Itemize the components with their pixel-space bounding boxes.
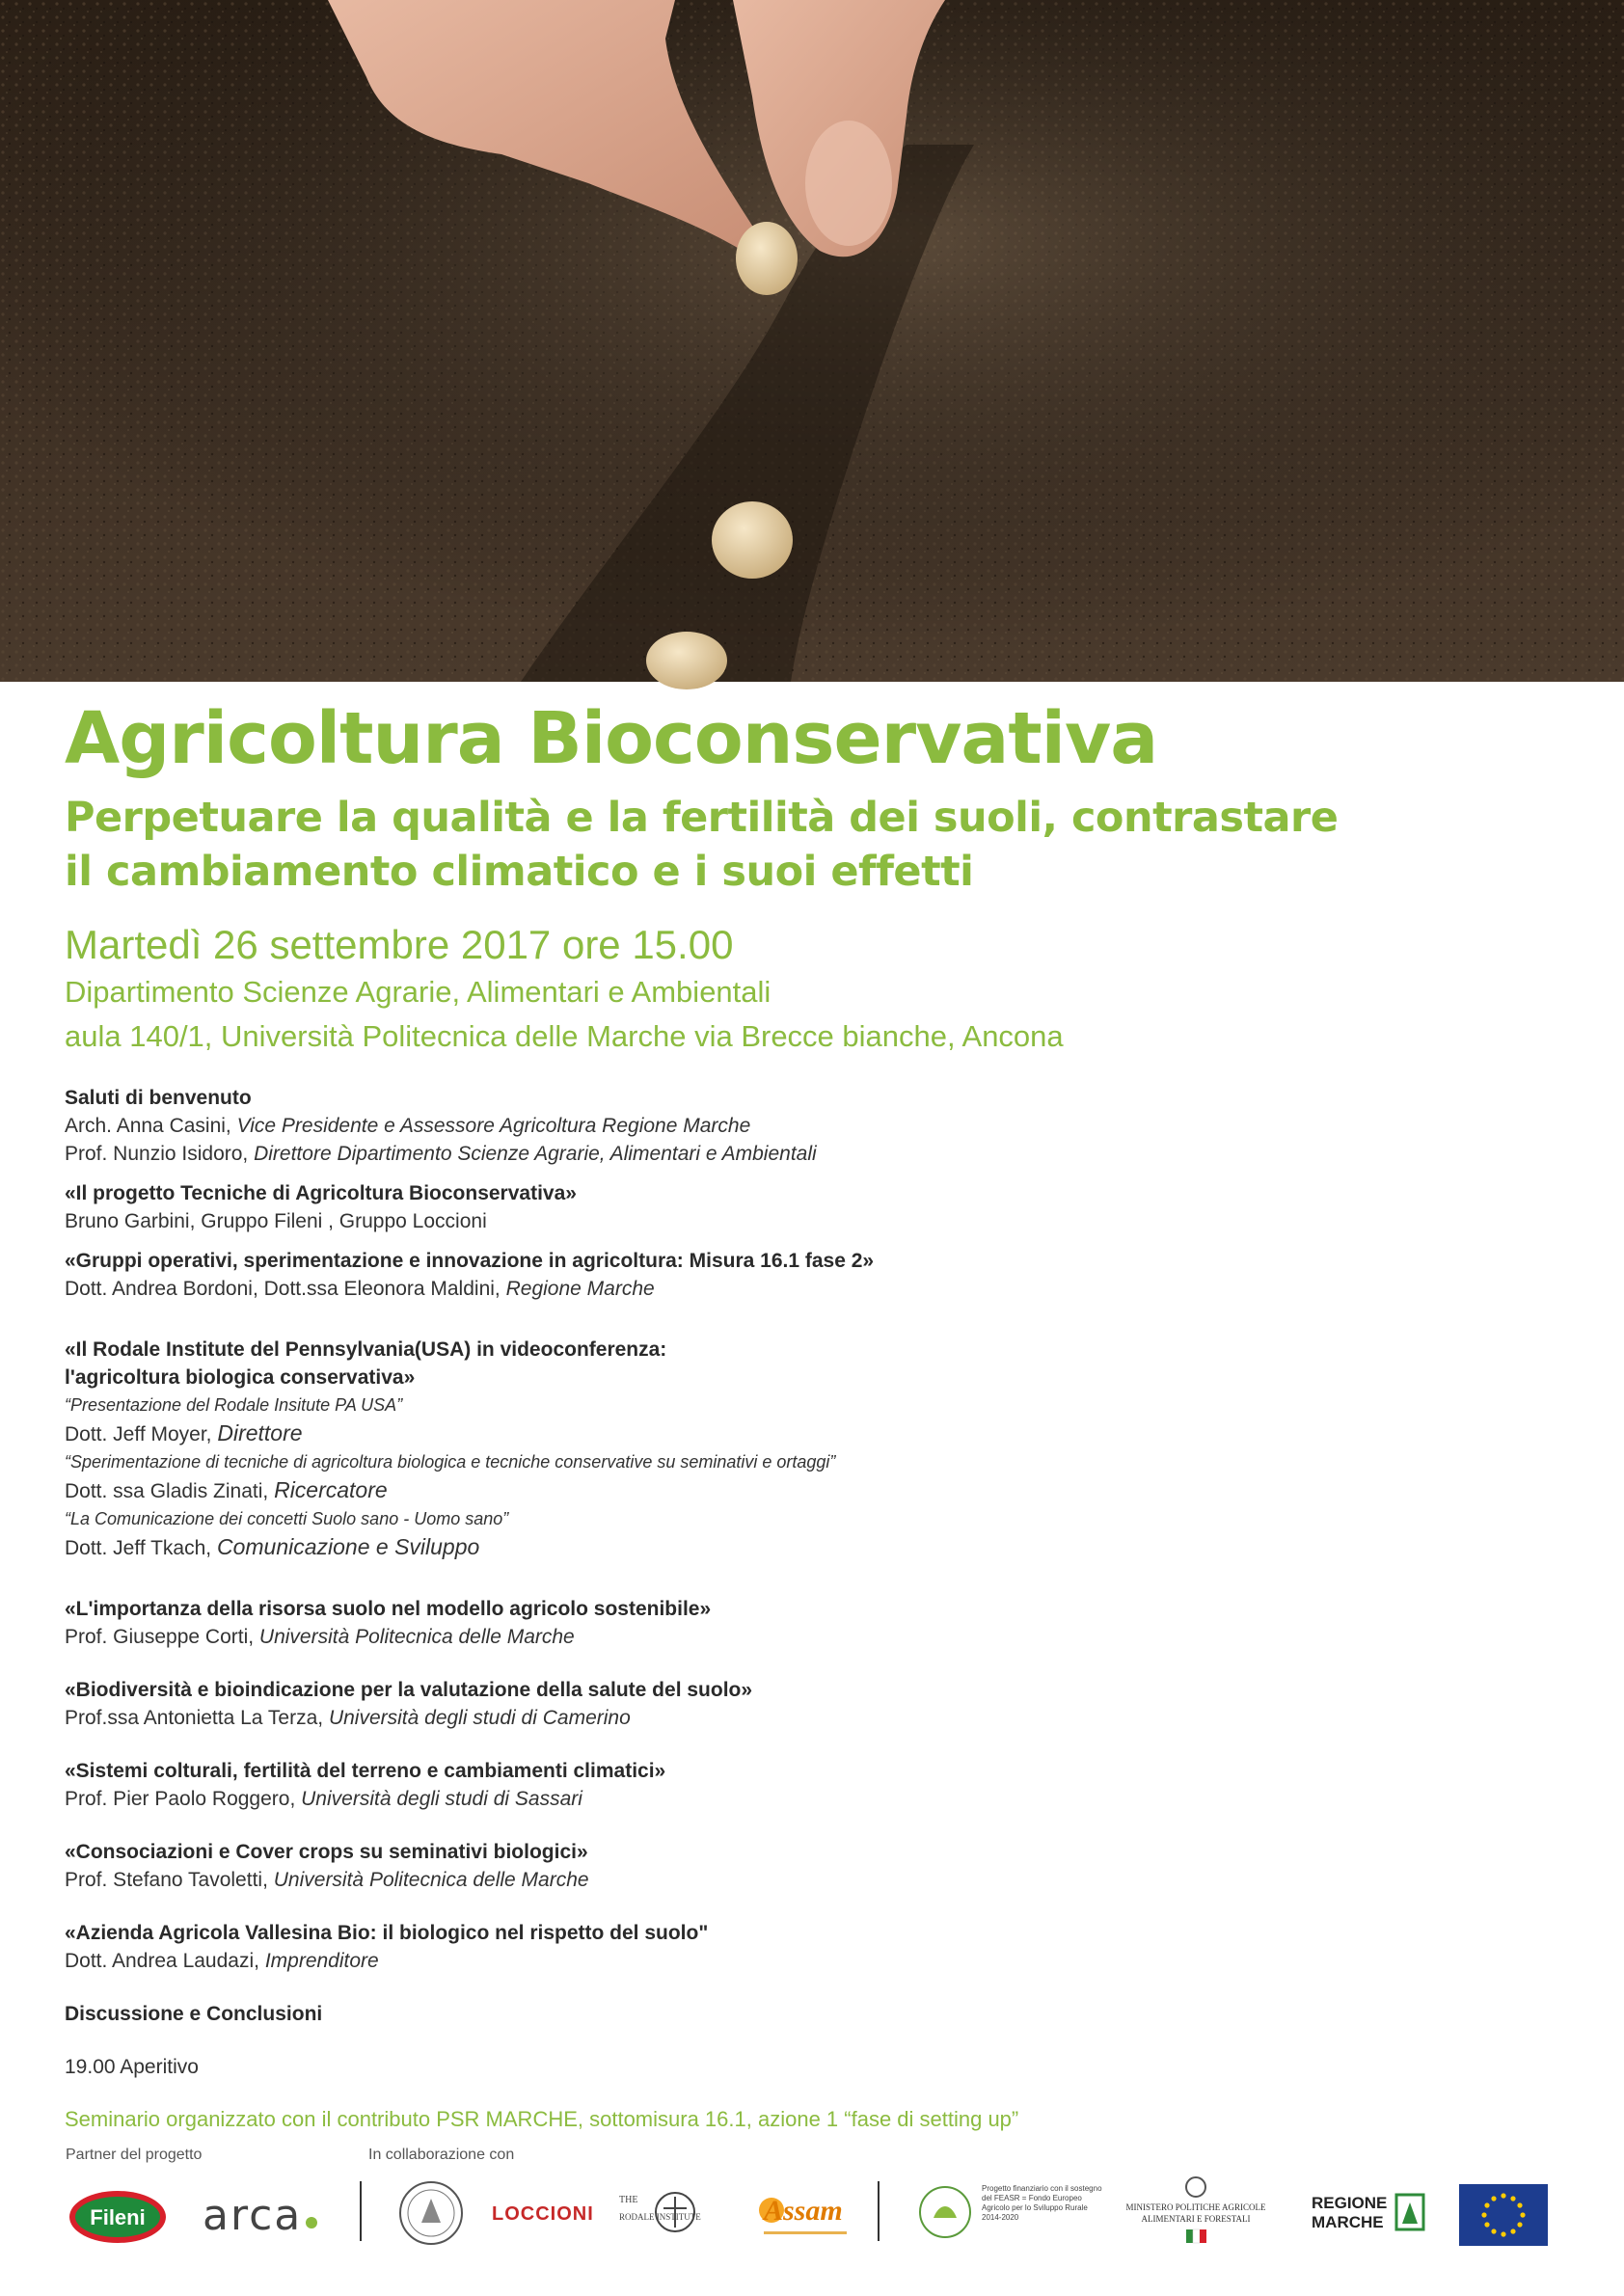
rodale-logo: [617, 2183, 733, 2246]
speaker-name: Arch. Anna Casini,: [65, 1115, 237, 1137]
feasr-line-2: del FEASR = Fondo Europeo: [982, 2194, 1082, 2202]
event-datetime: Martedì 26 settembre 2017 ore 15.00: [65, 922, 734, 967]
rodale-wordmark: RODALE INSTITUTE: [619, 2212, 701, 2222]
speaker-name: Dott. Andrea Bordoni, Dott.ssa Eleonora Maldini,: [65, 1278, 506, 1300]
speaker-line: [65, 1112, 1569, 1140]
speaker-role: Università degli studi di Camerino: [328, 1707, 631, 1729]
collaboration-label: In collaborazione con: [368, 2147, 515, 2163]
speaker-name: Dott. Jeff Tkach,: [65, 1537, 217, 1559]
regione-marche-logo: [1312, 2189, 1427, 2242]
program-item-risorsa: [65, 1595, 1569, 1651]
speaker-line: [65, 1866, 1569, 1894]
program-item-gruppi: [65, 1247, 1569, 1303]
item-heading: «Azienda Agricola Vallesina Bio: il biologico nel rispetto del suolo": [65, 1922, 709, 1944]
program-item-aperitivo: [65, 2053, 1569, 2081]
speaker-line: [65, 1140, 1569, 1168]
speaker-line: [65, 1704, 1569, 1732]
ministero-line-1: MINISTERO POLITICHE AGRICOLE: [1125, 2202, 1266, 2212]
venue-line-1: Dipartimento Scienze Agrarie, Alimentari e Ambientali: [65, 975, 771, 1009]
speaker-role: Ricercatore: [274, 1477, 388, 1502]
talk-title: “Presentazione del Rodale Insitute PA USA”: [65, 1395, 403, 1415]
program: [65, 1084, 1569, 2081]
program-item-consociazioni: [65, 1838, 1569, 1894]
item-heading: «Consociazioni e Cover crops su seminativi biologici»: [65, 1841, 588, 1863]
speaker-name: Dott. Jeff Moyer,: [65, 1423, 218, 1445]
program-item-welcome: [65, 1084, 1569, 1168]
speaker-name: Prof. Stefano Tavoletti,: [65, 1869, 274, 1891]
item-heading: «L'importanza della risorsa suolo nel modello agricolo sostenibile»: [65, 1598, 712, 1620]
program-item-discussione: [65, 2000, 1569, 2028]
page-title: Agricoltura Bioconservativa: [65, 697, 1158, 780]
item-heading: «Biodiversità e bioindicazione per la valutazione della salute del suolo»: [65, 1679, 753, 1701]
speaker-role: Università degli studi di Sassari: [301, 1788, 582, 1810]
loccioni-logo: [492, 2199, 598, 2232]
soil-seed-illustration: [0, 0, 1624, 682]
seminar-funding-note: Seminario organizzato con il contributo PSR MARCHE, sottomisura 16.1, azione 1 “fase di setting up”: [65, 2107, 1019, 2131]
item-heading: «Il Rodale Institute del Pennsylvania(USA) in videoconferenza:: [65, 1338, 667, 1361]
main-content: [65, 694, 1569, 2093]
feasr-line-1: Progetto finanziario con il sostegno: [982, 2184, 1102, 2193]
fileni-logo: [68, 2189, 168, 2250]
speaker-name: Dott. Andrea Laudazi,: [65, 1950, 265, 1972]
regione-line-1: REGIONE: [1312, 2194, 1388, 2212]
rodale-the: THE: [619, 2195, 638, 2205]
speaker-line: [65, 1476, 1569, 1505]
regione-line-2: MARCHE: [1312, 2213, 1384, 2231]
speaker-role: Imprenditore: [264, 1950, 379, 1972]
logo-divider: [878, 2181, 880, 2241]
speaker-line: Bruno Garbini, Gruppo Fileni , Gruppo Loccioni: [65, 1210, 487, 1232]
speaker-role: Direttore Dipartimento Scienze Agrarie, Alimentari e Ambientali: [254, 1143, 817, 1165]
psr-feasr-logo: [916, 2179, 1102, 2252]
university-seal-logo: [397, 2179, 465, 2252]
partner-label: Partner del progetto: [66, 2147, 203, 2163]
speaker-line: [65, 1533, 1569, 1562]
subtitle: [65, 791, 1569, 899]
item-heading: «Gruppi operativi, sperimentazione e innovazione in agricoltura: Misura 16.1 fase 2»: [65, 1250, 875, 1272]
talk-title: “Sperimentazione di tecniche di agricoltura biologica e tecniche conservative su seminativi e ortaggi”: [65, 1452, 836, 1472]
program-item-biodiversita: [65, 1676, 1569, 1732]
fileni-wordmark: Fileni: [90, 2205, 146, 2229]
speaker-role: Direttore: [217, 1420, 303, 1445]
loccioni-wordmark: LOCCIONI: [492, 2203, 594, 2225]
logo-strip: [58, 2170, 1562, 2276]
speaker-role: Università Politecnica delle Marche: [273, 1869, 589, 1891]
speaker-name: Dott. ssa Gladis Zinati,: [65, 1480, 275, 1502]
feasr-line-3: Agricolo per lo Sviluppo Rurale: [982, 2203, 1088, 2212]
program-item-progetto: [65, 1179, 1569, 1235]
logo-divider: [360, 2181, 362, 2241]
speaker-line: [65, 1785, 1569, 1813]
speaker-role: Università Politecnica delle Marche: [258, 1626, 575, 1648]
speaker-line: [65, 1419, 1569, 1448]
arca-logo: [203, 2187, 328, 2250]
speaker-role: Comunicazione e Sviluppo: [216, 1534, 480, 1559]
item-heading: l'agricoltura biologica conservativa»: [65, 1366, 416, 1389]
speaker-line: [65, 1947, 1569, 1975]
ministero-logo: [1119, 2174, 1273, 2255]
program-item-rodale: [65, 1336, 1569, 1562]
assam-logo: [758, 2187, 854, 2246]
talk-title: “La Comunicazione dei concetti Suolo sano - Uomo sano”: [65, 1509, 509, 1528]
item-heading: «Sistemi colturali, fertilità del terreno e cambiamenti climatici»: [65, 1760, 666, 1782]
item-heading: Discussione e Conclusioni: [65, 2003, 323, 2025]
speaker-role: Vice Presidente e Assessore Agricoltura Regione Marche: [236, 1115, 751, 1137]
feasr-line-4: 2014-2020: [982, 2213, 1019, 2222]
program-item-vallesina: [65, 1919, 1569, 1975]
speaker-role: Regione Marche: [505, 1278, 655, 1300]
arca-wordmark: arca: [203, 2191, 303, 2240]
speaker-name: Prof.ssa Antonietta La Terza,: [65, 1707, 329, 1729]
aperitivo-line: 19.00 Aperitivo: [65, 2056, 199, 2078]
speaker-line: [65, 1275, 1569, 1303]
hero-photo: [0, 0, 1624, 682]
item-heading: «Il progetto Tecniche di Agricoltura Bioconservativa»: [65, 1182, 577, 1204]
speaker-name: Prof. Nunzio Isidoro,: [65, 1143, 255, 1165]
program-item-sistemi: [65, 1757, 1569, 1813]
eu-flag-logo: [1459, 2184, 1548, 2251]
ministero-line-2: ALIMENTARI E FORESTALI: [1141, 2214, 1251, 2224]
speaker-name: Prof. Pier Paolo Roggero,: [65, 1788, 302, 1810]
subtitle-line-2: il cambiamento climatico e i suoi effetti: [65, 848, 974, 896]
item-heading: Saluti di benvenuto: [65, 1087, 252, 1109]
speaker-line: [65, 1623, 1569, 1651]
venue-line-2: aula 140/1, Università Politecnica delle Marche via Brecce bianche, Ancona: [65, 1019, 1064, 1053]
subtitle-line-1: Perpetuare la qualità e la fertilità dei suoli, contrastare: [65, 794, 1339, 842]
assam-wordmark: Assam: [764, 2195, 843, 2227]
speaker-name: Prof. Giuseppe Corti,: [65, 1626, 259, 1648]
